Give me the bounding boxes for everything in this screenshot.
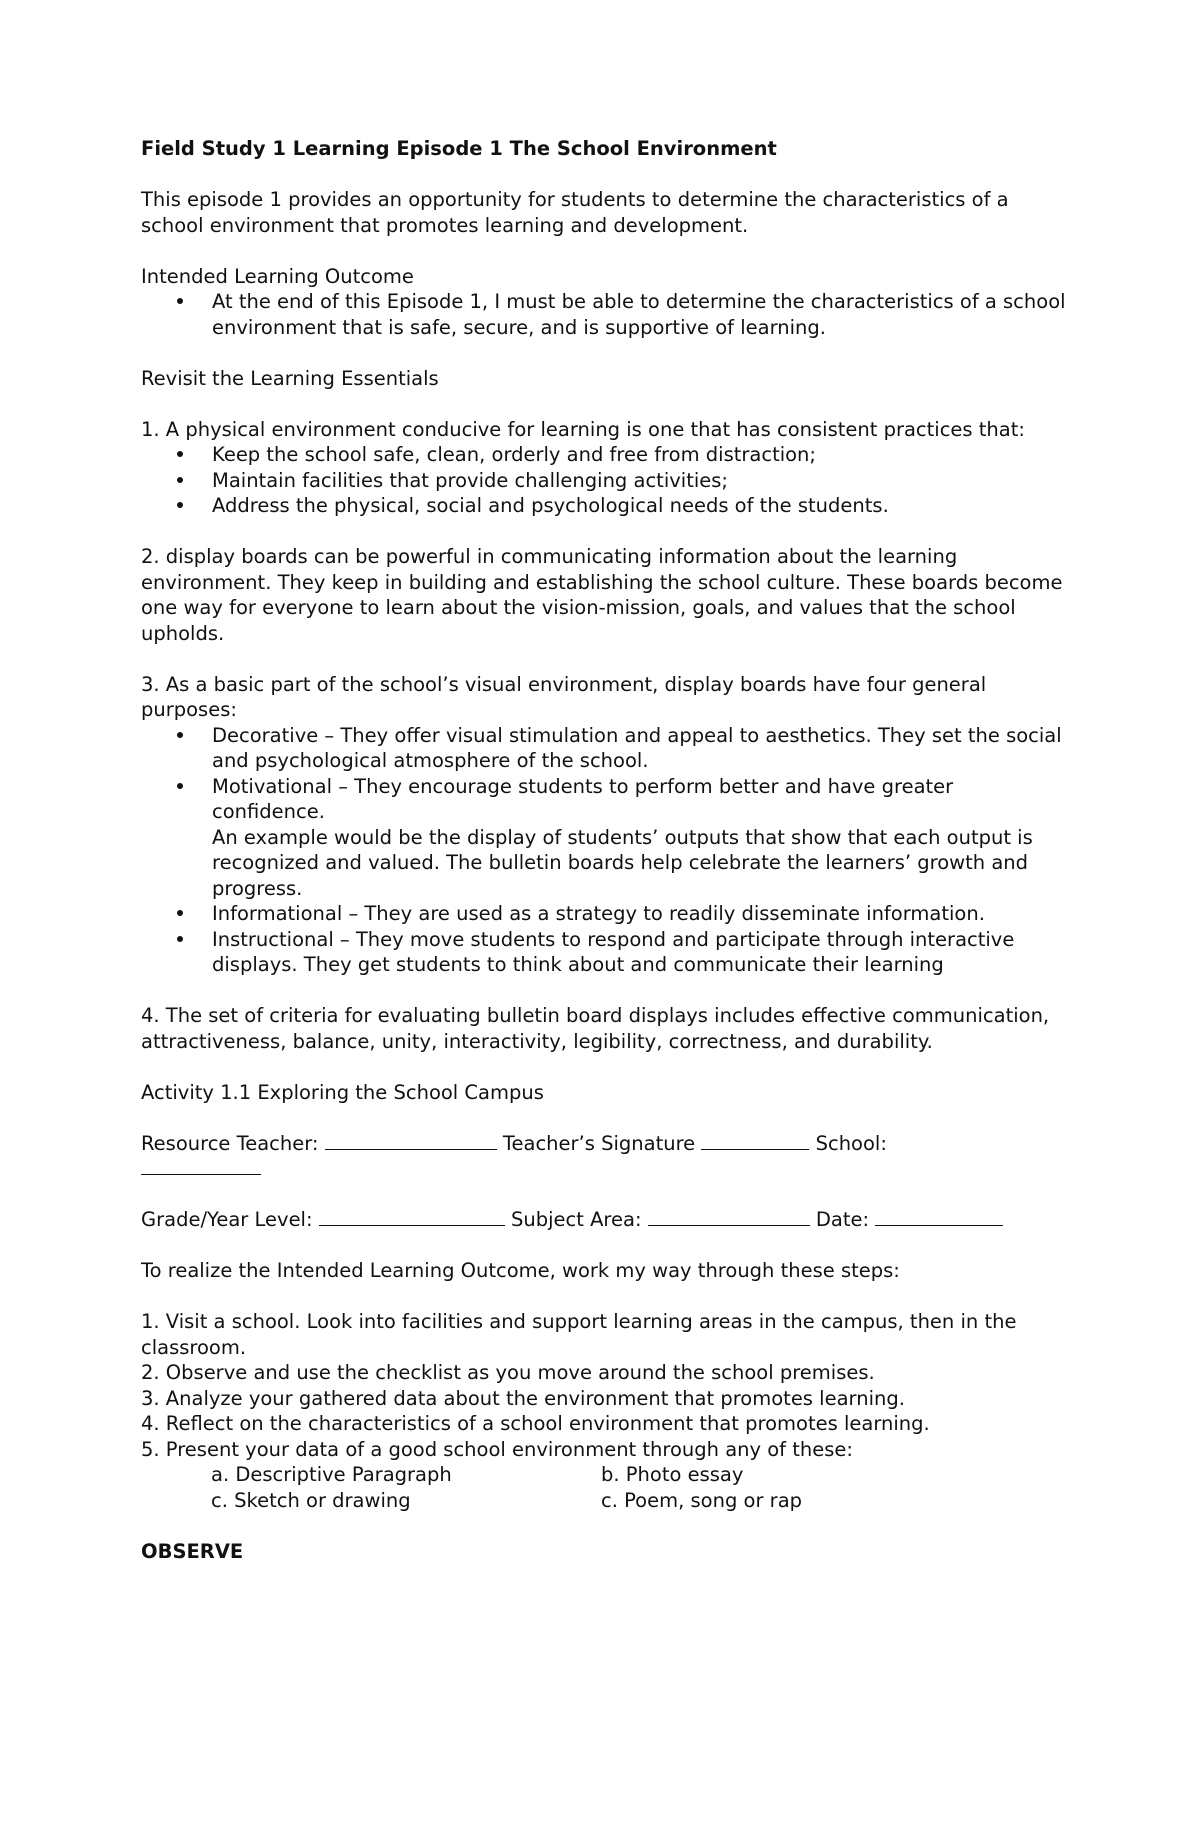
- document-title: Field Study 1 Learning Episode 1 The School Environment: [141, 137, 777, 160]
- essential-3-list: [141, 723, 1071, 978]
- step-item: 3. Analyze your gathered data about the environment that promotes learning.: [141, 1386, 905, 1410]
- essential-1-list: [141, 442, 1071, 519]
- form-row-1: [141, 1131, 1071, 1182]
- form-row-2: [141, 1207, 1071, 1233]
- list-item: Decorative – They offer visual stimulation and appeal to aesthetics. They set the social and psychological atmosphere of the school.: [141, 723, 1071, 774]
- resource-teacher-label: Resource Teacher:: [141, 1131, 319, 1155]
- steps-intro: To realize the Intended Learning Outcome, work my way through these steps:: [141, 1259, 900, 1282]
- essential-4-text: 4. The set of criteria for evaluating bulletin board displays includes effective communication, attractiveness, balance, unity, interactivity, legibility, correctness, and durability.: [141, 1004, 1050, 1053]
- list-item: Instructional – They move students to respond and participate through interactive displays. They get students to think about and communicate their learning: [141, 927, 1071, 978]
- subject-area-label: Subject Area:: [510, 1208, 642, 1231]
- list-item: Maintain facilities that provide challenging activities;: [141, 468, 1071, 494]
- step-item: 4. Reflect on the characteristics of a school environment that promotes learning.: [141, 1412, 930, 1435]
- grade-level-label: Grade/Year Level:: [141, 1208, 313, 1231]
- signature-field[interactable]: [701, 1131, 809, 1150]
- intro-paragraph: This episode 1 provides an opportunity for students to determine the characteristics of a school environment that promotes learning and development.: [141, 188, 1009, 237]
- list-item: Address the physical, social and psychological needs of the students.: [141, 493, 1071, 519]
- resource-teacher-field[interactable]: [325, 1131, 497, 1150]
- essential-2-text: 2. display boards can be powerful in communicating information about the learning environment. They keep in building and establishing the school culture. These boards become one way for everyone to learn about the vision-mission, goals, and values that the school upholds.: [141, 545, 1063, 645]
- date-field[interactable]: [875, 1207, 1003, 1226]
- subject-area-field[interactable]: [648, 1207, 810, 1226]
- document-page: [141, 136, 1071, 1564]
- school-field[interactable]: [141, 1156, 261, 1175]
- essentials-heading: Revisit the Learning Essentials: [141, 366, 439, 390]
- list-item: Keep the school safe, clean, orderly and free from distraction;: [141, 442, 1071, 468]
- essential-1-text: 1. A physical environment conducive for learning is one that has consistent practices that:: [141, 417, 1025, 441]
- step-item: 1. Visit a school. Look into facilities and support learning areas in the campus, then in the classroom.: [141, 1310, 1017, 1359]
- signature-label: Teacher’s Signature: [502, 1131, 696, 1155]
- option-item: a. Descriptive Paragraph: [211, 1463, 452, 1486]
- option-item: c. Poem, song or rap: [601, 1488, 803, 1512]
- motivational-example: An example would be the display of students’ outputs that show that each output is recognized and valued. The bulletin boards help celebrate the learners’ growth and progress.: [212, 825, 1033, 900]
- ilo-list: [141, 289, 1071, 340]
- step-item: 5. Present your data of a good school environment through any of these:: [141, 1437, 853, 1461]
- list-item: [141, 774, 1071, 902]
- school-label: School:: [815, 1131, 887, 1155]
- grade-level-field[interactable]: [319, 1207, 505, 1226]
- ilo-item: At the end of this Episode 1, I must be able to determine the characteristics of a school environment that is safe, secure, and is supportive of learning.: [141, 289, 1071, 340]
- option-item: b. Photo essay: [601, 1463, 744, 1486]
- ilo-heading: Intended Learning Outcome: [141, 264, 414, 288]
- presentation-options: [141, 1462, 1071, 1513]
- list-item: Informational – They are used as a strategy to readily disseminate information.: [141, 901, 1071, 927]
- step-item: 2. Observe and use the checklist as you move around the school premises.: [141, 1361, 875, 1384]
- activity-title: Activity 1.1 Exploring the School Campus: [141, 1080, 544, 1104]
- motivational-text: Motivational – They encourage students to perform better and have greater confidence.: [212, 774, 954, 823]
- essential-3-text: 3. As a basic part of the school’s visual environment, display boards have four general purposes:: [141, 672, 987, 721]
- observe-heading: OBSERVE: [141, 1539, 244, 1563]
- option-item: c. Sketch or drawing: [211, 1488, 411, 1512]
- date-label: Date:: [815, 1208, 870, 1231]
